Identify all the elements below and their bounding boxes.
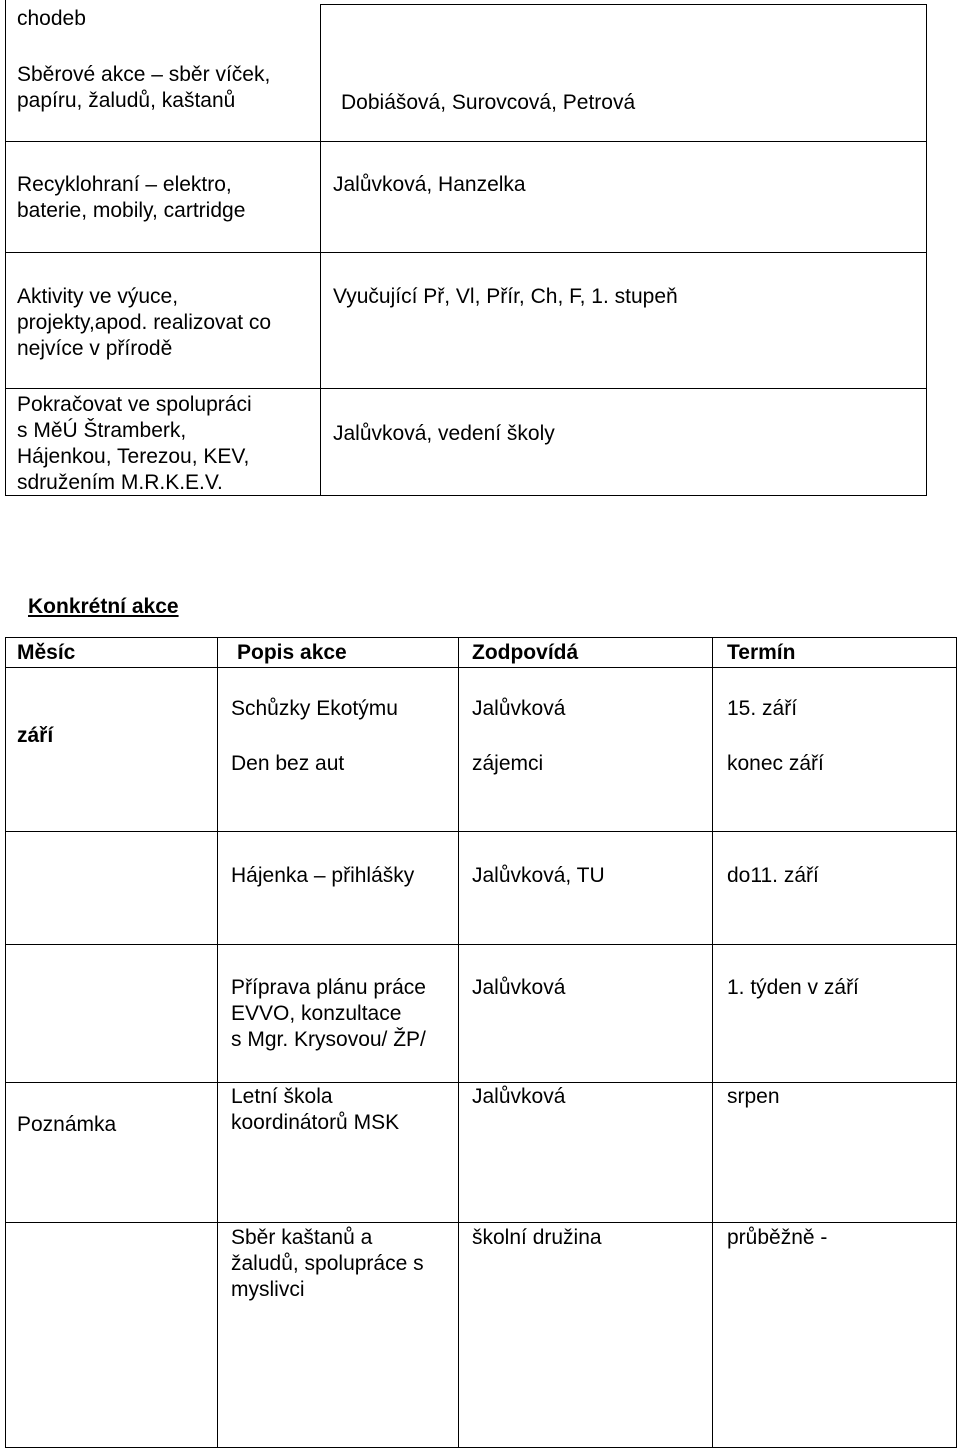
responsible-cell: Jalůvková xyxy=(472,1085,566,1108)
responsible-cell: Jalůvková xyxy=(472,697,566,720)
table-border xyxy=(5,0,6,496)
month-cell: září xyxy=(17,724,54,747)
responsible-cell: Jalůvková xyxy=(472,976,566,999)
table-border xyxy=(5,1222,957,1223)
table-border xyxy=(217,637,218,1448)
table-border xyxy=(5,1082,957,1083)
table-border xyxy=(320,4,927,5)
table-border xyxy=(926,4,927,496)
responsible-cell: Jalůvková, TU xyxy=(472,864,605,887)
table-border xyxy=(320,4,321,496)
table-border xyxy=(5,831,957,832)
table-border xyxy=(5,944,957,945)
description-cell: Sběr kaštanů a žaludů, spolupráce s myslivci xyxy=(231,1226,424,1301)
description-cell: Hájenka – přihlášky xyxy=(231,864,415,887)
table-border xyxy=(5,252,927,253)
column-header-month: Měsíc xyxy=(17,641,76,664)
column-header-term: Termín xyxy=(727,641,796,664)
table-border xyxy=(5,637,6,1448)
description-cell: Příprava plánu práce EVVO, konzultace s Mgr. Krysovou/ ŽP/ xyxy=(231,976,426,1051)
description-cell: Letní škola koordinátorů MSK xyxy=(231,1085,400,1134)
table-border xyxy=(5,637,957,638)
table-border xyxy=(5,141,927,142)
activity-cell: Recyklohraní – elektro, baterie, mobily, cartridge xyxy=(17,173,246,222)
table-border xyxy=(458,637,459,1448)
term-cell: 15. září xyxy=(727,697,798,720)
table-border xyxy=(5,388,927,389)
section-heading: Konkrétní akce xyxy=(28,595,179,618)
table-border xyxy=(5,1447,957,1448)
column-header-responsible: Zodpovídá xyxy=(472,641,579,664)
term-cell: srpen xyxy=(727,1085,780,1108)
term-cell: konec září xyxy=(727,752,824,775)
responsible-cell: Jalůvková, vedení školy xyxy=(333,422,555,445)
responsible-cell: Vyučující Př, Vl, Přír, Ch, F, 1. stupeň xyxy=(333,285,678,308)
activity-cell: Sběrové akce – sběr víček, papíru, žaludů, kaštanů xyxy=(17,63,271,112)
column-header-description: Popis akce xyxy=(237,641,347,664)
responsible-cell: Dobiášová, Surovcová, Petrová xyxy=(341,91,636,114)
month-cell: Poznámka xyxy=(17,1113,117,1136)
term-cell: do11. září xyxy=(727,864,819,887)
term-cell: průběžně - xyxy=(727,1226,828,1249)
table-border xyxy=(956,637,957,1448)
description-cell: Den bez aut xyxy=(231,752,345,775)
responsible-cell: školní družina xyxy=(472,1226,602,1249)
responsible-cell: Jalůvková, Hanzelka xyxy=(333,173,526,196)
description-cell: Schůzky Ekotýmu xyxy=(231,697,398,720)
responsible-cell: zájemci xyxy=(472,752,544,775)
term-cell: 1. týden v září xyxy=(727,976,859,999)
activity-cell: Aktivity ve výuce, projekty,apod. realizovat co nejvíce v přírodě xyxy=(17,285,272,360)
table-border xyxy=(712,637,713,1448)
activity-cell: Pokračovat ve spolupráci s MěÚ Štramberk, Hájenkou, Terezou, KEV, sdružením M.R.K.E.V. xyxy=(17,393,252,494)
table-cell-text: chodeb xyxy=(17,7,86,30)
table-border xyxy=(5,667,957,668)
